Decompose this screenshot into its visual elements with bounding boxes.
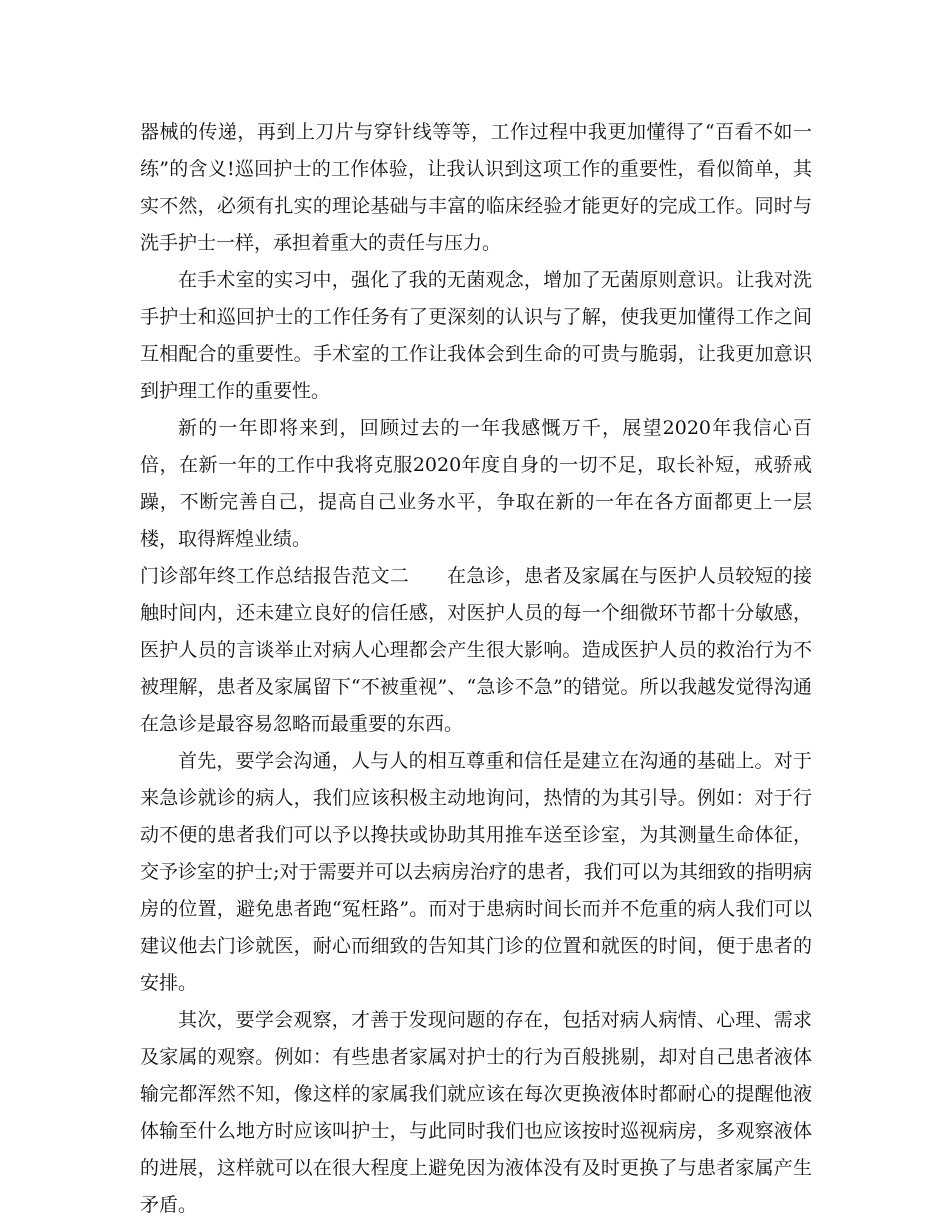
paragraph-learn-observation: 其次，要学会观察，才善于发现问题的存在，包括对病人病情、心理、需求及家属的观察。例如：有些患者家属对护士的行为百般挑剔，却对自己患者液体输完都浑然不知，像这样的家属我们就应该在每次更换液体时都耐心的提醒他液体输至什么地方时应该叫护士，与此同时我们也应该按时巡视病房，多观察液体的进展，这样就可以在很大程度上避免因为液体没有及时更换了与患者家属产生矛盾。 bbox=[140, 1009, 812, 1216]
document-body bbox=[140, 114, 812, 1224]
paragraph-instrument-passing: 器械的传递，再到上刀片与穿针线等等，工作过程中我更加懂得了“百看不如一练”的含义!巡回护士的工作体验，让我认识到这项工作的重要性，看似简单，其实不然，必须有扎实的理论基础与丰富的临床经验才能更好的完成工作。同时与洗手护士一样，承担着重大的责任与压力。 bbox=[140, 121, 812, 254]
section-first-paragraph: 在急诊，患者及家属在与医护人员较短的接触时间内，还未建立良好的信任感，对医护人员的每一个细微环节都十分敏感，医护人员的言谈举止对病人心理都会产生很大影响。造成医护人员的救治行为不被理解，患者及家属留下“不被重视”、“急诊不急”的错觉。所以我越发觉得沟通在急诊是最容易忽略而最重要的东西。 bbox=[140, 565, 812, 735]
section-title: 门诊部年终工作总结报告范文二 bbox=[140, 565, 409, 587]
paragraph-operating-room-internship: 在手术室的实习中，强化了我的无菌观念，增加了无菌原则意识。让我对洗手护士和巡回护士的工作任务有了更深刻的认识与了解，使我更加懂得工作之间互相配合的重要性。手术室的工作让我体会到生命的可贵与脆弱，让我更加意识到护理工作的重要性。 bbox=[140, 269, 812, 402]
paragraph-new-year-outlook: 新的一年即将来到，回顾过去的一年我感慨万千，展望2020年我信心百倍，在新一年的工作中我将克服2020年度自身的一切不足，取长补短，戒骄戒躁，不断完善自己，提高自己业务水平，争取在新的一年在各方面都更上一层楼，取得辉煌业绩。 bbox=[140, 417, 812, 550]
paragraph-learn-communication: 首先，要学会沟通，人与人的相互尊重和信任是建立在沟通的基础上。对于来急诊就诊的病人，我们应该积极主动地询问，热情的为其引导。例如：对于行动不便的患者我们可以予以搀扶或协助其用推车送至诊室，为其测量生命体征，交予诊室的护士;对于需要并可以去病房治疗的患者，我们可以为其细致的指明病房的位置，避免患者跑“冤枉路”。而对于患病时间长而并不危重的病人我们可以建议他去门诊就医，耐心而细致的告知其门诊的位置和就医的时间，便于患者的安排。 bbox=[140, 750, 812, 994]
paragraph-section-two bbox=[140, 558, 812, 743]
